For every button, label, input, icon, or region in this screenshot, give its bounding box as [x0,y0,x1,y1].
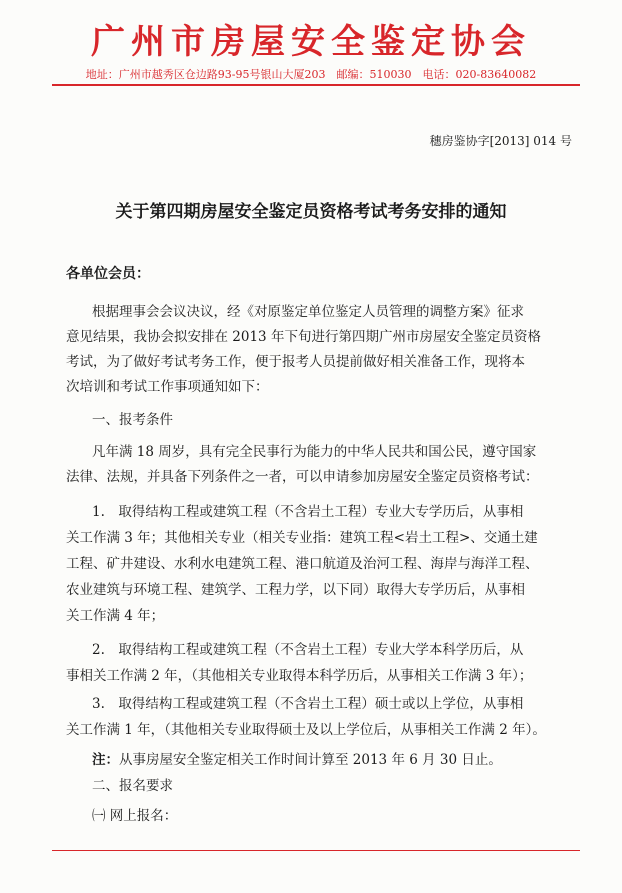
body-line: 意见结果，我协会拟安排在 2013 年下旬进行第四期广州市房屋安全鉴定员资格 [66,329,541,345]
note-text: 从事房屋安全鉴定相关工作时间计算至 2013 年 6 月 30 日止。 [119,752,502,768]
note-label: 注： [92,752,119,768]
condition-line: 工程、矿井建设、水利水电建筑工程、港口航道及治河工程、海岸与海洋工程、 [66,556,539,572]
condition-line: 2. 取得结构工程或建筑工程（不含岩土工程）专业大学本科学历后，从 [92,642,524,658]
document-number: 穗房鉴协字[2013] 014 号 [429,134,572,148]
condition-line: 1. 取得结构工程或建筑工程（不含岩土工程）专业大专学历后，从事相 [92,504,524,520]
notice-title: 关于第四期房屋安全鉴定员资格考试考务安排的通知 [115,202,507,222]
org-name-heading: 广州市房屋安全鉴定协会 [91,22,531,62]
subsection-heading: ㈠ 网上报名： [92,808,178,824]
salutation: 各单位会员： [66,266,150,282]
note-line [92,750,502,770]
body-line: 根据理事会会议决议，经《对原鉴定单位鉴定人员管理的调整方案》征求 [92,304,524,320]
condition-line: 事相关工作满 2 年，（其他相关专业取得本科学历后，从事相关工作满 3 年）； [66,668,533,684]
condition-line: 关工作满 1 年，（其他相关专业取得硕士及以上学位后，从事相关工作满 2 年）。 [66,722,546,738]
condition-line: 农业建筑与环境工程、建筑学、工程力学，以下同）取得大专学历后，从事相 [66,582,525,598]
condition-line: 关工作满 3 年；其他相关专业（相关专业指：建筑工程<岩土工程>、交通土建 [66,530,538,546]
body-line: 凡年满 18 周岁，具有完全民事行为能力的中华人民共和国公民，遵守国家 [92,444,537,460]
section-heading: 一、报考条件 [92,412,173,428]
body-line: 法律、法规，并具备下列条件之一者，可以申请参加房屋安全鉴定员资格考试： [66,469,539,485]
org-address-line: 地址：广州市越秀区仓边路93-95号银山大厦203 邮编：510030 电话：020-83640082 [85,68,537,81]
footer-divider [52,850,580,851]
condition-line: 3. 取得结构工程或建筑工程（不含岩土工程）硕士或以上学位，从事相 [92,696,524,712]
condition-line: 关工作满 4 年； [66,608,165,624]
header-divider [52,84,580,86]
body-line: 考试，为了做好考试考务工作，便于报考人员提前做好相关准备工作，现将本 [66,354,525,370]
body-line: 次培训和考试工作事项通知如下： [66,379,269,395]
section-heading: 二、报名要求 [92,778,173,794]
